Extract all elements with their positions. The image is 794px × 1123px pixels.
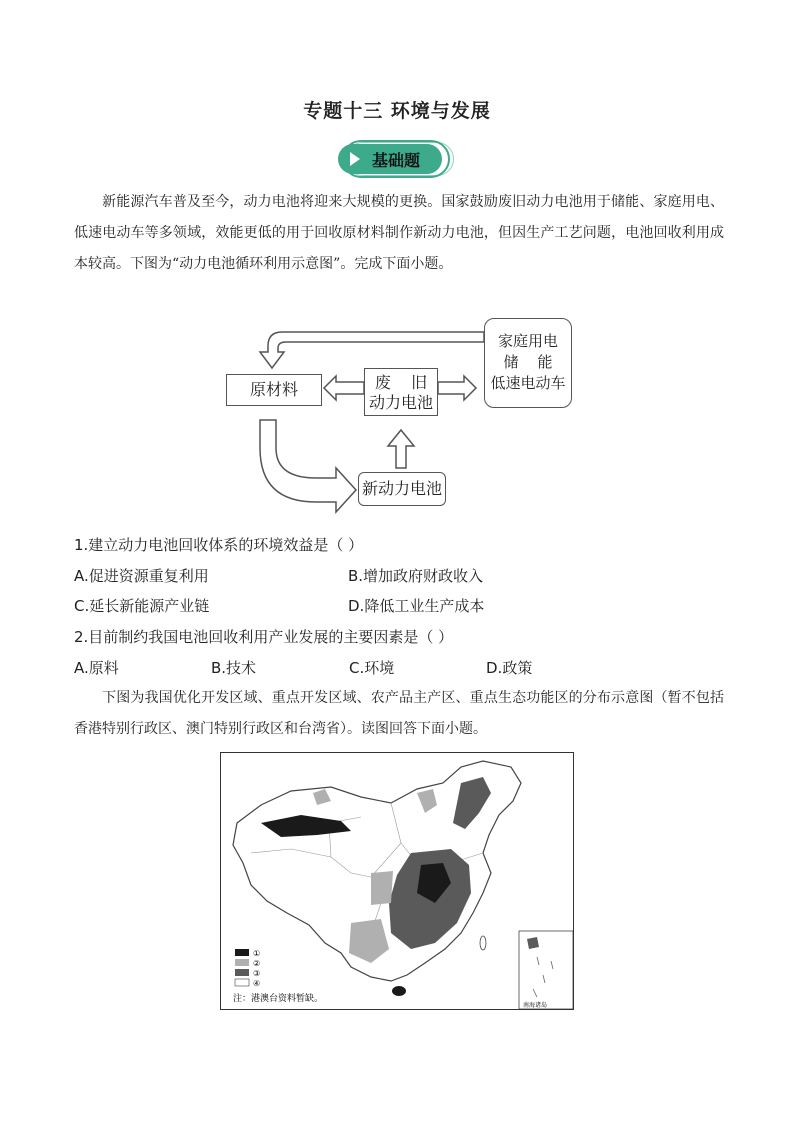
use-label-2: 储 能 <box>503 353 553 371</box>
region-2-central <box>371 871 393 905</box>
uses-box <box>484 318 572 408</box>
play-icon <box>350 152 360 166</box>
q2-option-b[interactable]: B.技术 <box>211 659 257 677</box>
old-battery-box <box>364 368 438 416</box>
inset-land <box>527 937 539 949</box>
section-badge <box>338 140 454 178</box>
legend-label-3: ③ <box>253 969 261 978</box>
curved-arrow <box>260 420 356 512</box>
question-2-stem: 2.目前制约我国电池回收利用产业发展的主要因素是（ ） <box>74 628 454 646</box>
legend-label-4: ④ <box>253 979 261 988</box>
q2-option-d[interactable]: D.政策 <box>486 659 533 677</box>
intro-paragraph-2 <box>74 683 724 745</box>
legend-swatch-4 <box>235 979 249 986</box>
new-battery-box: 新动力电池 <box>358 472 446 506</box>
legend-swatch-1 <box>235 949 249 956</box>
hainan <box>392 986 406 996</box>
inset-frame <box>519 931 573 1009</box>
taiwan <box>480 936 486 950</box>
legend-swatch-2 <box>235 959 249 966</box>
q1-option-b[interactable]: B.增加政府财政收入 <box>348 567 484 585</box>
china-zoning-map <box>220 752 574 1010</box>
old-battery-label-3: 动力电池 <box>368 393 433 412</box>
badge-label: 基础题 <box>372 151 421 170</box>
old-battery-label-1: 废 <box>374 373 391 392</box>
map-drawing <box>221 753 574 1010</box>
page-title: 专题十三 环境与发展 <box>303 100 491 122</box>
q1-option-c[interactable]: C.延长新能源产业链 <box>74 597 210 615</box>
question-1-stem: 1.建立动力电池回收体系的环境效益是（ ） <box>74 536 364 554</box>
legend-label-1: ① <box>253 949 261 958</box>
intro-paragraph-1 <box>74 187 724 280</box>
map-note: 注：港澳台资料暂缺。 <box>233 994 324 1004</box>
return-arrow <box>260 332 484 368</box>
battery-cycle-diagram <box>220 318 580 518</box>
double-arrow-left <box>324 376 364 400</box>
old-battery-label-2: 旧 <box>411 373 428 392</box>
raw-material-box: 原材料 <box>226 374 322 406</box>
legend-label-2: ② <box>253 959 261 968</box>
intro-text-2: 下图为我国优化开发区域、重点开发区域、农产品主产区、重点生态功能区的分布示意图（暂不包括香港特别行政区、澳门特别行政区和台湾省）。读图回答下面小题。 <box>74 690 724 737</box>
q1-option-a[interactable]: A.促进资源重复利用 <box>74 567 209 585</box>
inset-label: 南海诸岛 <box>523 1002 548 1009</box>
legend-swatch-3 <box>235 969 249 976</box>
q1-option-d[interactable]: D.降低工业生产成本 <box>348 597 485 615</box>
q2-option-c[interactable]: C.环境 <box>349 659 395 677</box>
up-arrow <box>388 430 414 468</box>
double-arrow-right <box>438 376 476 400</box>
use-label-3: 低速电动车 <box>490 374 566 392</box>
intro-text-1: 新能源汽车普及至今，动力电池将迎来大规模的更换。国家鼓励废旧动力电池用于储能、家庭用电、低速电动车等多领域，效能更低的用于回收原材料制作新动力电池，但因生产工艺问题，电池回收利用成本较高。下图为“动力电池循环利用示意图”。完成下面小题。 <box>74 194 724 272</box>
q2-option-a[interactable]: A.原料 <box>74 659 119 677</box>
use-label-1: 家庭用电 <box>497 332 558 350</box>
